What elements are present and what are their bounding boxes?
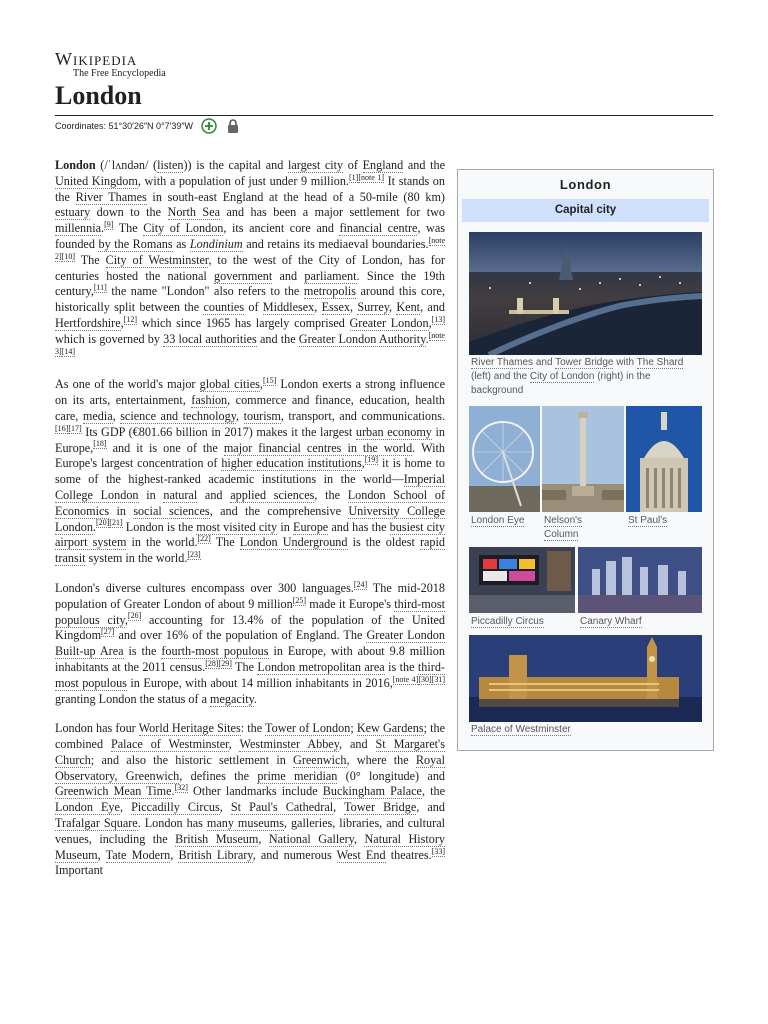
text-run: and over 16% of the population of England. The [114,628,367,643]
article-link[interactable]: third-most populous city [55,596,445,627]
article-link[interactable]: fourth-most populous [161,644,269,659]
article-link[interactable]: higher education institutions [221,456,362,471]
citation-ref[interactable]: [21] [109,518,123,528]
citation-ref[interactable]: [note 4] [392,674,419,684]
caption-skyline: River Thames and Tower Bridge with The Shard (left) and the City of London (right) in the background [471,357,684,396]
article-link[interactable]: estuary [55,205,91,220]
article-link[interactable]: Tower Bridge [344,800,417,815]
citation-ref[interactable]: [19] [364,455,379,465]
text-run: , and [416,800,445,815]
st-pauls-photo[interactable] [626,406,702,512]
caption-canary-wharf: Canary Wharf [580,616,642,627]
article-link[interactable]: fashion [191,393,228,408]
article-link[interactable]: third-most populous [55,659,445,690]
text-run: around this core, historically split between the [55,284,445,315]
text-run: ; and also the historic settlement in [90,752,294,767]
piccadilly-circus-photo[interactable] [469,547,575,613]
text-run: ; [350,721,357,736]
article-link[interactable]: World Heritage Sites [138,721,241,736]
article-link[interactable]: North Sea [167,205,221,220]
text-run: , with a population of just under 9 million. [137,173,349,188]
link-city-of-london[interactable]: City of London [529,371,595,382]
text-run: London has four [55,721,139,736]
article-link[interactable]: urban economy [355,424,432,439]
article-link[interactable]: megacity [210,691,254,706]
bold-term: London [55,158,96,172]
article-link[interactable]: counties [203,300,245,315]
article-link[interactable]: City of London [143,221,224,236]
article-link[interactable]: City of Westminster [105,252,209,267]
wikipedia-logo[interactable] [55,50,166,80]
article-link[interactable]: Greater London Authority [298,331,426,346]
article-link[interactable]: Kent [396,300,421,315]
page-title: London [55,81,142,110]
citation-ref[interactable]: [1] [348,172,359,182]
article-link[interactable]: metropolis [303,284,356,299]
text-run: in [277,519,293,534]
article-link[interactable]: Royal Observatory, Greenwich [55,752,445,783]
text-run: The [113,221,144,236]
text-run: (/ˈlʌndən/ ( [95,158,158,172]
citation-ref[interactable]: [25] [292,595,307,605]
text-run: London's diverse cultures encompass over 300 languages. [55,580,354,595]
citation-ref[interactable]: [16] [55,423,69,433]
text-run: Its GDP (€801.66 billion in 2017) makes it the largest [81,424,356,439]
text-run: in [138,487,164,502]
palace-of-westminster-photo[interactable] [469,635,702,722]
citation-ref[interactable]: [31] [431,674,445,684]
link-tower-bridge[interactable]: Tower Bridge [555,357,614,368]
article-link[interactable]: River Thames [75,189,147,204]
citation-ref[interactable]: [23] [187,550,201,560]
text-run: (0° longitude) and [337,768,446,783]
article-link[interactable]: St Paul's Cathedral [230,800,334,815]
article-body [55,158,445,893]
text-run: which since 1965 has largely comprised [137,315,350,330]
text-run: , where the [346,752,416,767]
article-link[interactable]: Greater London [349,315,429,330]
citation-ref[interactable]: [30] [418,674,432,684]
text-run: in the world. [126,535,198,550]
article-link[interactable]: National Gallery [268,831,354,846]
text-run: theatres. [385,847,432,862]
article-link[interactable]: busiest city airport system [55,519,445,550]
article-link[interactable]: Palace of Westminster [110,737,229,752]
text-run: London exerts a strong influence on its arts, entertainment, [55,377,446,408]
citation-ref[interactable]: [note 1] [358,172,384,182]
article-link[interactable]: many museums [206,816,284,831]
article-link[interactable]: Greater London Built-up Area [55,628,445,659]
text-run: , [97,847,106,862]
paragraph-landmarks [55,721,445,879]
text-run: , to the west of the City of London, has for centuries hosted the national [55,252,445,283]
text-run: system in the world. [85,551,188,566]
citation-ref[interactable]: [11] [93,283,107,293]
citation-ref[interactable]: [9] [104,220,114,230]
citation-ref[interactable]: [note 2] [55,235,445,261]
article-link[interactable]: Buckingham Palace [322,784,422,799]
paragraph-global-city [55,377,445,567]
citation-ref[interactable]: [note 3] [55,330,445,356]
text-run: and the [256,331,299,346]
article-link[interactable]: prime meridian [257,768,338,783]
text-run: , and [420,300,446,315]
article-link[interactable]: Tate Modern [105,847,171,862]
text-run: , [119,800,132,815]
text-run: The mid-2018 population of Greater London of about 9 million [55,580,445,611]
globe-plus-icon[interactable] [201,118,217,134]
text-run: . [101,221,105,236]
citation-ref[interactable]: [10] [61,251,75,261]
text-run: in Europe, with about 9.8 million inhabitants at the 2011 census. [55,644,445,674]
text-run: and [197,487,231,502]
text-run: is the [384,659,418,674]
text-run: of [244,300,263,315]
article-link[interactable]: London Underground [239,535,348,550]
caption-westminster: Palace of Westminster [471,724,571,735]
article-link[interactable]: media [82,408,113,423]
caption-piccadilly: Piccadilly Circus [471,616,544,627]
text-run: , the [421,784,445,799]
text-run: London is the [122,519,197,534]
article-link[interactable]: applied sciences [230,487,315,502]
text-run: which is governed by [55,331,164,346]
infobox [457,169,714,751]
skyline-photo[interactable] [469,232,702,355]
citation-ref[interactable]: [13] [431,314,445,324]
article-link[interactable]: West End [336,847,386,862]
text-run: is the [123,644,162,659]
article-link[interactable]: 33 local authorities [163,331,257,346]
article-link[interactable]: University College London [55,503,446,534]
text-run: , [170,847,179,862]
caption-nelsons-column: Nelson's Column [544,515,583,540]
link-river-thames[interactable]: River Thames [471,357,534,368]
text-run: , [112,408,121,423]
text-run: )) is the capital and [183,158,288,172]
article-link[interactable]: Kew Gardens [356,721,424,736]
article-link[interactable]: British Museum [175,831,259,846]
text-run: , the [314,487,348,502]
article-link[interactable]: Middlesex [262,300,315,315]
text-run: and retains its mediaeval boundaries. [242,236,429,251]
text-run: . With Europe's largest concentration of [55,440,446,471]
text-run: , and the comprehensive [209,503,349,518]
text-run: the name "London" also refers to the [106,284,304,299]
article-link[interactable]: Trafalgar Square [55,816,138,831]
citation-ref[interactable]: [17] [68,423,82,433]
text-run: in [109,503,134,518]
text-run: down to the [90,205,168,220]
article-link[interactable]: global cities [199,377,260,392]
text-run: in Europe, with about 14 million inhabitants in 2016, [126,675,393,690]
article-link[interactable]: British Library [178,847,253,862]
article-link[interactable]: rapid transit [55,535,445,566]
link-the-shard[interactable]: The Shard [636,357,684,368]
text-run: and has been a major settlement for two [220,205,445,220]
text-run: , commerce and finance, education, health care, [55,393,445,423]
text-run: ; the combined [55,721,445,752]
text-run: : the [240,721,266,736]
text-run: , galleries, libraries, and cultural venues, including the [55,816,445,846]
article-link[interactable]: Piccadilly Circus [131,800,220,815]
article-link[interactable]: London metropolitan area [257,659,385,674]
logo-tagline: The Free Encyclopedia [73,68,166,79]
article-link[interactable]: millennia [55,221,102,236]
article-link[interactable]: Hertfordshire [55,315,121,330]
article-link[interactable]: financial centre [339,221,418,236]
text-run: , [228,737,240,752]
infobox-subtitle: Capital city [462,199,709,222]
citation-ref[interactable]: [33] [431,846,446,856]
article-link[interactable]: London School of Economics [55,487,446,518]
text-run: , [354,831,365,846]
article-link[interactable]: Tower of London [265,721,351,736]
text-run: in Europe, [55,424,445,455]
article-link[interactable]: science and technology [120,408,237,423]
text-run: granting London the status of a [55,691,211,706]
article-link[interactable]: Greenwich [293,752,347,767]
text-run: and has the [328,519,390,534]
text-run: . [425,331,429,346]
text-run: , [120,315,124,330]
paragraph-population [55,581,445,707]
text-run: , [350,300,358,315]
text-run: accounting for 13.4% of the population of the United Kingdom [55,612,445,643]
text-run: , [361,456,365,471]
citation-ref[interactable]: [26] [127,611,142,621]
article-link[interactable]: Imperial College London [55,472,445,502]
text-run: , and [339,737,376,752]
article-link[interactable]: Essex [321,300,351,315]
text-run: . [253,691,257,706]
text-run: , [236,408,244,423]
text-run: . [171,784,175,799]
text-run: As one of the world's major [55,377,200,392]
article-link[interactable]: natural [163,487,198,502]
text-run: in south-east England at the head of a 50-mile (80 km) [146,189,445,204]
article-link[interactable]: Londinium [189,236,243,251]
citation-ref[interactable]: [15] [262,376,277,386]
text-run: , transport, and communications. [280,408,445,423]
text-run: , [258,831,269,846]
text-run: and [272,268,305,283]
text-run: , its ancient core and [223,221,340,236]
text-run: of [343,158,363,172]
text-run: , defines the [179,768,258,783]
article-link[interactable]: Westminster Abbey [239,737,340,752]
text-run: it is home to some of the highest-ranked academic institutions in the world— [55,456,445,487]
article-link[interactable]: parliament [304,268,357,283]
article-link[interactable]: government [214,268,273,283]
article-link[interactable]: social sciences [133,503,210,518]
text-run: , [219,800,231,815]
citation-ref[interactable]: [32] [174,783,188,793]
article-link[interactable]: major financial centres in the world [223,440,413,455]
article-link[interactable]: St Margaret's Church [55,737,445,767]
text-run: The [231,659,258,674]
article-link[interactable]: London Eye [55,800,120,815]
text-run: as [172,236,190,251]
article-link[interactable]: Greenwich Mean Time [55,784,172,799]
text-run: and the [403,158,445,172]
article-link[interactable]: most visited city [196,519,278,534]
article-link[interactable]: listen [157,158,184,172]
text-run: . [92,519,96,534]
citation-ref[interactable]: [29] [218,658,232,668]
nelsons-column-photo[interactable] [542,406,624,512]
text-run: , was founded [55,221,445,251]
article-link[interactable]: United Kingdom [55,173,138,188]
text-run: and it is one of the [106,440,224,455]
text-run: , [314,300,322,315]
text-run: It stands on the [55,173,445,204]
citation-ref[interactable]: [27] [101,627,115,637]
article-link[interactable]: tourism [243,408,281,423]
paragraph-intro [55,158,445,363]
article-link[interactable]: by the Romans [98,236,173,251]
article-link[interactable]: England [362,158,404,172]
article-link[interactable]: Europe [293,519,329,534]
text-run: Important [55,863,104,878]
title-divider [55,115,713,116]
caption-london-eye: London Eye [471,515,525,526]
citation-ref[interactable]: [24] [353,579,368,589]
text-run: , and numerous [252,847,337,862]
canary-wharf-photo[interactable] [578,547,702,613]
text-run: The [75,252,106,267]
text-run: is the oldest [347,535,420,550]
article-link[interactable]: Natural History Museum [55,831,446,862]
text-run: , [333,800,345,815]
citation-ref[interactable]: [14] [61,346,75,356]
infobox-title: London [559,177,612,192]
text-run: , [259,377,263,392]
article-link[interactable]: largest city [287,158,344,172]
coordinates-text: Coordinates: 51°30′26″N 0°7′39″W [55,121,194,131]
text-run: made it Europe's [306,596,395,611]
text-run: . Since the 19th century, [55,268,445,299]
text-run: , [124,612,128,627]
text-run: Other landmarks include [187,784,323,799]
text-run: , [389,300,397,315]
logo-wordmark: Wikipedia [55,49,138,69]
text-run: . London has [137,816,207,831]
citation-ref[interactable]: [18] [93,439,107,449]
citation-ref[interactable]: [22] [197,534,211,544]
text-run: , [428,315,432,330]
citation-ref[interactable]: [12] [123,314,138,324]
london-eye-photo[interactable] [469,406,540,512]
citation-ref[interactable]: [20] [95,518,110,528]
caption-st-pauls: St Paul's [628,515,668,526]
coordinates[interactable] [55,118,241,134]
lock-icon[interactable] [225,118,241,134]
text-run: The [210,535,240,550]
citation-ref[interactable]: [28] [205,658,219,668]
article-link[interactable]: Surrey [357,300,390,315]
